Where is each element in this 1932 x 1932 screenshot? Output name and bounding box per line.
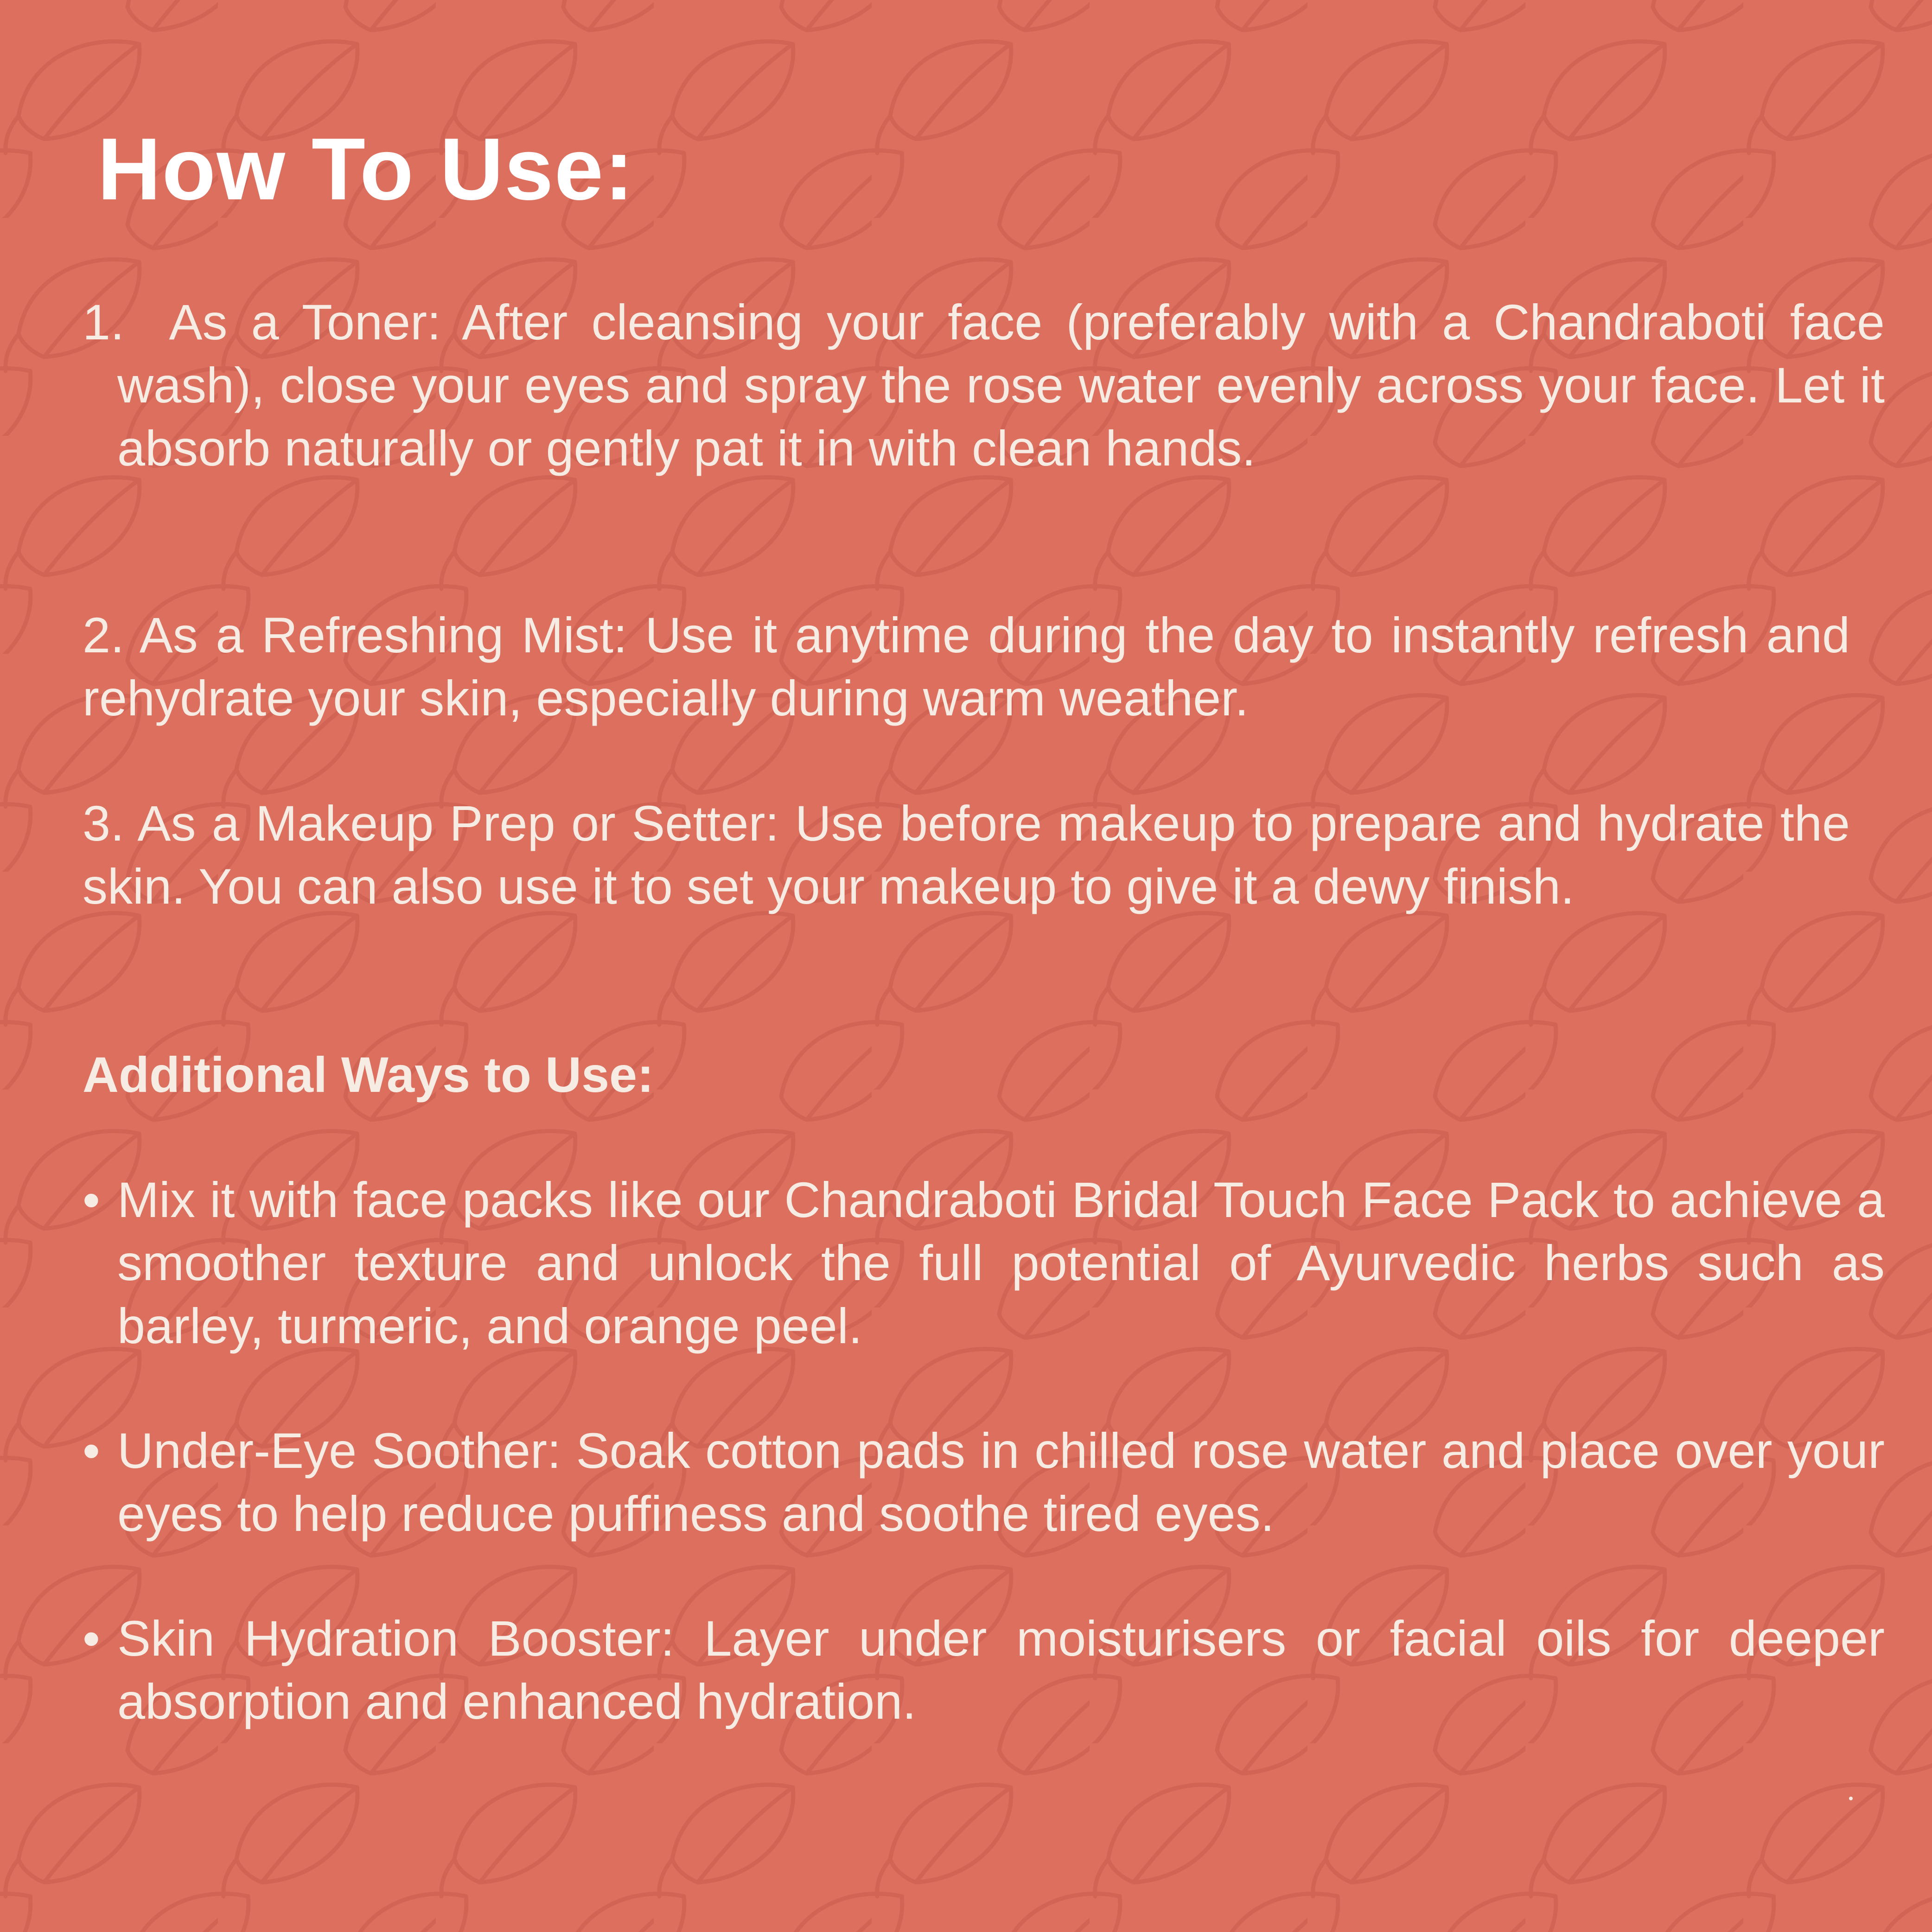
step-number: 1.: [83, 294, 125, 350]
list-item: [83, 1607, 1885, 1733]
additional-ways-heading: Additional Ways to Use:: [83, 1046, 654, 1103]
decorative-dot: [1849, 1797, 1853, 1800]
bullet-icon: •: [83, 1610, 100, 1666]
bullet-icon: •: [83, 1172, 100, 1228]
list-item-text: Skin Hydration Booster: Layer under moisturisers or facial oils for deeper absorption and enhanced hydration.: [117, 1610, 1885, 1729]
step-item: [83, 792, 1850, 918]
step-item: [83, 604, 1850, 730]
step-number: 2.: [83, 607, 125, 663]
list-item: [83, 1419, 1885, 1545]
bullet-icon: •: [83, 1422, 100, 1479]
page-title: How To Use:: [97, 120, 635, 218]
list-item-text: Under-Eye Soother: Soak cotton pads in chilled rose water and place over your eyes to help reduce puffiness and soothe tired eyes.: [117, 1422, 1885, 1542]
step-text: As a Makeup Prep or Setter: Use before makeup to prepare and hydrate the skin. You can also use it to set your makeup to give it a dewy finish.: [83, 795, 1850, 914]
step-text: As a Refreshing Mist: Use it anytime during the day to instantly refresh and rehydrate your skin, especially during warm weather.: [83, 607, 1850, 726]
step-number: 3.: [83, 795, 125, 851]
step-text: As a Toner: After cleansing your face (preferably with a Chandraboti face wash), close your eyes and spray the rose water evenly across your face. Let it absorb naturally or gently pat it in with clean hands.: [117, 294, 1885, 476]
step-item: [83, 291, 1885, 480]
list-item: [83, 1168, 1885, 1358]
list-item-text: Mix it with face packs like our Chandraboti Bridal Touch Face Pack to achieve a smoother texture and unlock the full potential of Ayurvedic herbs such as barley, turmeric, and orange peel.: [117, 1172, 1885, 1354]
